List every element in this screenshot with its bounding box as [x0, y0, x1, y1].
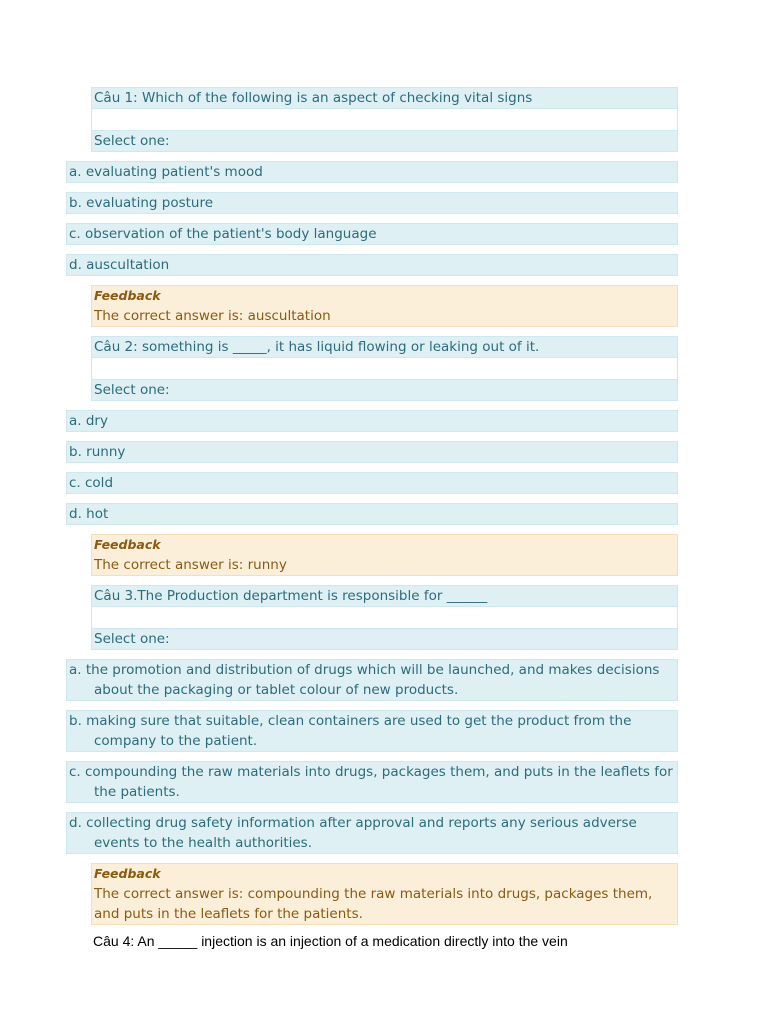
- question-3-option-d[interactable]: d. collecting drug safety information after approval and reports any serious adverse events to the health authorities.: [66, 812, 678, 854]
- question-2-feedback: [91, 534, 678, 576]
- question-3-gap: [91, 607, 678, 628]
- question-2-select-label: Select one:: [91, 379, 678, 401]
- question-1-option-d[interactable]: d. auscultation: [66, 254, 678, 276]
- question-1-option-b[interactable]: b. evaluating posture: [66, 192, 678, 214]
- question-2-option-b[interactable]: b. runny: [66, 441, 678, 463]
- feedback-title: Feedback: [94, 288, 161, 303]
- question-1-text: Câu 1: Which of the following is an aspect of checking vital signs: [91, 87, 678, 109]
- question-3-option-a[interactable]: a. the promotion and distribution of drugs which will be launched, and makes decisions about the packaging or tablet colour of new products.: [66, 659, 678, 701]
- question-2-text: Câu 2: something is _____, it has liquid flowing or leaking out of it.: [91, 336, 678, 358]
- question-3-feedback: [91, 863, 678, 925]
- question-2-option-a[interactable]: a. dry: [66, 410, 678, 432]
- feedback-text: The correct answer is: compounding the raw materials into drugs, packages them, and puts in the leaflets for the patients.: [94, 886, 653, 922]
- question-1-select-label: Select one:: [91, 130, 678, 152]
- feedback-text: The correct answer is: runny: [94, 557, 287, 573]
- question-2-option-d[interactable]: d. hot: [66, 503, 678, 525]
- question-2-option-c[interactable]: c. cold: [66, 472, 678, 494]
- feedback-title: Feedback: [94, 866, 161, 881]
- question-3-option-b[interactable]: b. making sure that suitable, clean containers are used to get the product from the company to the patient.: [66, 710, 678, 752]
- question-1-gap: [91, 109, 678, 130]
- question-3-option-c[interactable]: c. compounding the raw materials into drugs, packages them, and puts in the leaflets for the patients.: [66, 761, 678, 803]
- question-4-text: Câu 4: An _____ injection is an injection of a medication directly into the vein: [93, 933, 568, 949]
- question-1-feedback: [91, 285, 678, 327]
- feedback-title: Feedback: [94, 537, 161, 552]
- question-1-option-c[interactable]: c. observation of the patient's body language: [66, 223, 678, 245]
- question-1-option-a[interactable]: a. evaluating patient's mood: [66, 161, 678, 183]
- question-3-text: Câu 3.The Production department is responsible for ______: [91, 585, 678, 607]
- question-2-gap: [91, 358, 678, 379]
- quiz-document: [0, 87, 768, 951]
- feedback-text: The correct answer is: auscultation: [94, 308, 331, 324]
- question-3-select-label: Select one:: [91, 628, 678, 650]
